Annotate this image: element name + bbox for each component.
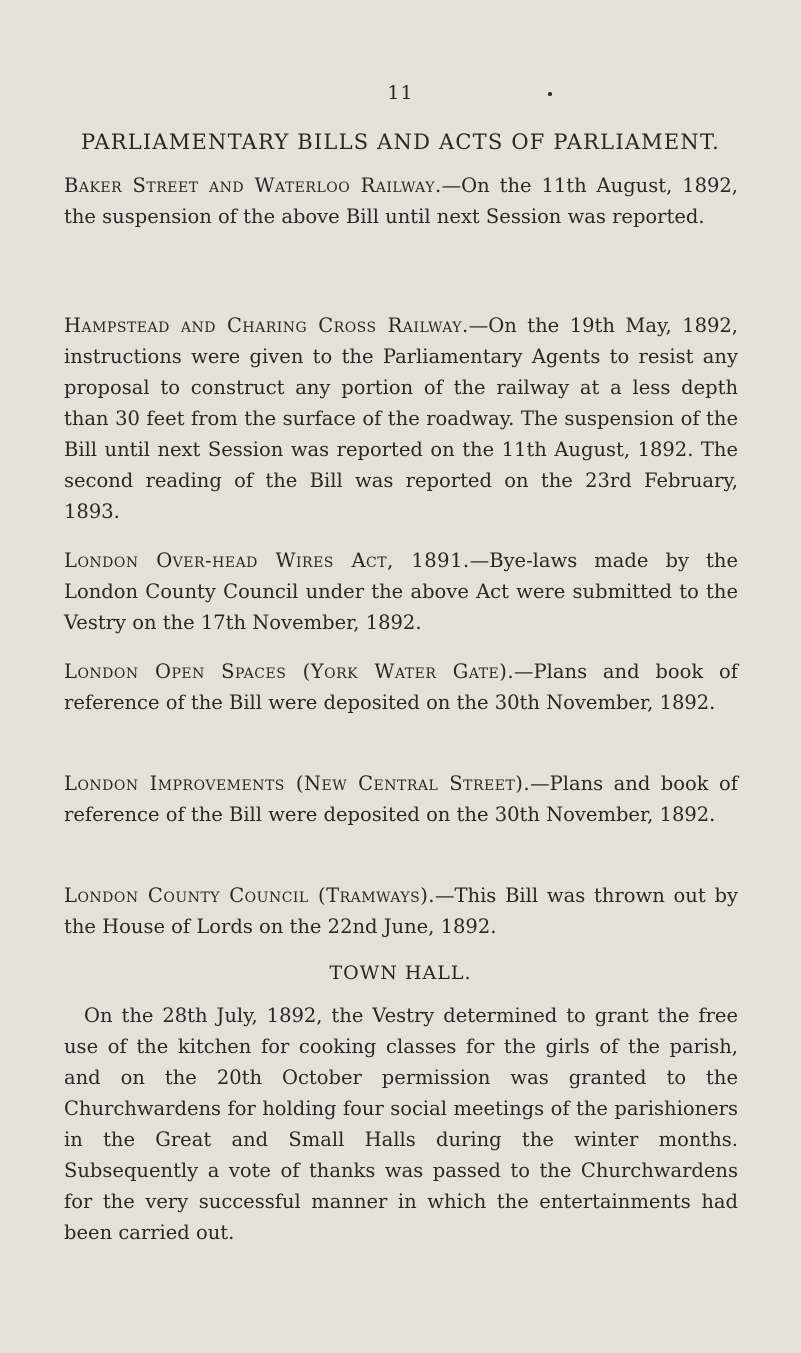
entry-body: —On the 19th May, 1892, instructions were given to the Parliamentary Agents to resist any proposal to construct any portion of the railway at a less depth than 30 feet from the surface of the roadway. The suspension of the Bill until next Session was reported on the 11th August, 1892. The second reading of the Bill was reported on the 23rd February, 1893. — [64, 314, 738, 523]
entry-improvements — [64, 768, 738, 830]
entry-title: London County Council (Tramways). — [64, 884, 435, 907]
entry-baker-street-railway — [64, 170, 738, 232]
page-number: 11 — [387, 82, 414, 104]
section-heading-town-hall: TOWN HALL. — [329, 962, 472, 984]
entry-title: London Over-head Wires Act, 1891. — [64, 549, 470, 572]
entry-body: —This Bill was thrown out by the House of Lords on the 22nd June, 1892. — [64, 884, 738, 938]
town-hall-paragraph: On the 28th July, 1892, the Vestry determined to grant the free use of the kitchen for cooking classes for the girls of the parish, and on the 20th October permission was granted to the Churchwardens for holding four social meetings of the parishioners in the Great and Small Halls during the winter months. Subsequently a vote of thanks was passed to the Churchwardens for the very successful manner in which the entertainments had been carried out. — [64, 1004, 738, 1244]
section-heading-parliamentary-bills: PARLIAMENTARY BILLS AND ACTS OF PARLIAMENT. — [80, 130, 720, 154]
entry-hampstead-railway — [64, 310, 738, 527]
entry-title: Baker Street and Waterloo Railway. — [64, 174, 442, 197]
entry-title: London Open Spaces (York Water Gate). — [64, 660, 515, 683]
entry-body: —On the 11th August, 1892, the suspension of the above Bill until next Session was reported. — [64, 174, 738, 228]
entry-title: London Improvements (New Central Street). — [64, 772, 531, 795]
entry-open-spaces — [64, 656, 738, 718]
entry-body: —Plans and book of reference of the Bill were deposited on the 30th November, 1892. — [64, 772, 738, 826]
entry-overhead-wires-act — [64, 545, 738, 638]
entry-body: —Plans and book of reference of the Bill were deposited on the 30th November, 1892. — [64, 660, 738, 714]
entry-body: —Bye-laws made by the London County Council under the above Act were submitted to the Vestry on the 17th November, 1892. — [64, 549, 738, 634]
ink-dot — [548, 92, 552, 96]
entry-tramways — [64, 880, 738, 942]
entry-title: Hampstead and Charing Cross Railway. — [64, 314, 469, 337]
